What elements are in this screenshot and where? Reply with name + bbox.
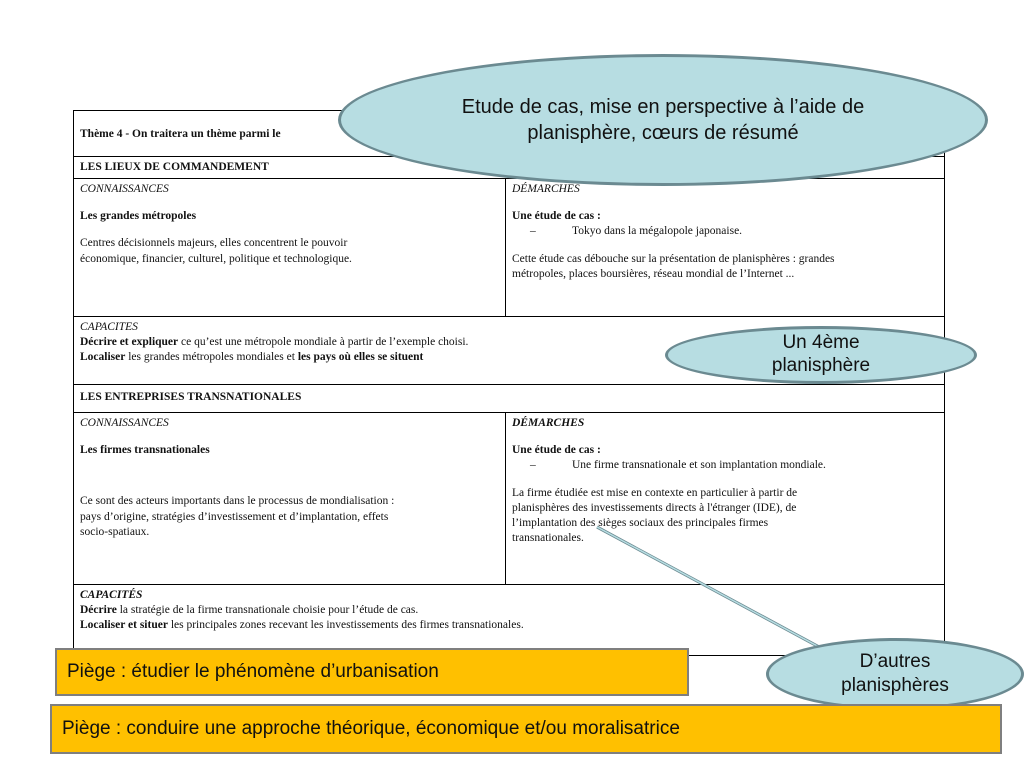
capacites-line: Localiser les grandes métropoles mondiales et les pays où elles se situent: [80, 351, 424, 364]
connaissances-text: économique, financier, culturel, politique et technologique.: [80, 252, 352, 265]
trap-text-1: Piège : étudier le phénomène d’urbanisation: [67, 661, 439, 682]
connaissances-label: CONNAISSANCES: [80, 417, 169, 429]
demarches-heading: Une étude de cas :: [512, 444, 601, 457]
demarches-bullet-text: Une firme transnationale et son implantation mondiale.: [572, 459, 826, 472]
capacites-line: Décrire la stratégie de la firme transnationale choisie pour l’étude de cas.: [80, 604, 419, 617]
connaissances-heading: Les firmes transnationales: [80, 444, 210, 457]
trap-box-1: [55, 648, 689, 696]
connaissances-heading: Les grandes métropoles: [80, 210, 197, 223]
callout-middle: [665, 326, 977, 384]
callout-bottom: [766, 638, 1024, 710]
callout-top-text: Etude de cas, mise en perspective à l’aide de planisphère, cœurs de résumé: [461, 96, 865, 144]
capacites-line: Décrire et expliquer ce qu’est une métropole mondiale à partir de l’exemple choisi.: [80, 336, 469, 349]
capacites-label: CAPACITES: [80, 321, 138, 333]
connaissances-text: socio-spatiaux.: [80, 525, 150, 538]
callout-middle-text: Un 4ème planisphère: [771, 332, 871, 376]
trap-text-2: Piège : conduire une approche théorique, économique et/ou moralisatrice: [62, 718, 680, 739]
capacites-line: Localiser et situer les principales zones recevant les investissements des firmes transnationales.: [80, 619, 524, 632]
demarches-text: Cette étude cas débouche sur la présentation de planisphères : grandes: [512, 252, 835, 265]
demarches-label: DÉMARCHES: [512, 183, 580, 195]
demarches-text: planisphères des investissements directs à l'étranger (IDE), de: [512, 501, 797, 514]
demarches-label: DÉMARCHES: [512, 417, 585, 429]
demarches-text: métropoles, places boursières, réseau mondial de l’Internet ...: [512, 267, 795, 280]
dash-symbol: –: [530, 459, 536, 472]
demarches-text: transnationales.: [512, 532, 584, 545]
connaissances-text: Ce sont des acteurs importants dans le processus de mondialisation :: [80, 495, 395, 508]
callout-bottom-text: D’autres planisphères: [841, 651, 949, 696]
connaissances-text: Centres décisionnels majeurs, elles concentrent le pouvoir: [80, 237, 348, 250]
demarches-text: l’implantation des sièges sociaux des principales firmes: [512, 516, 769, 529]
section1-title: LES LIEUX DE COMMANDEMENT: [80, 161, 269, 173]
trap-box-2: [50, 704, 1002, 754]
callout-top: [338, 54, 988, 186]
theme-header: Thème 4 - On traitera un thème parmi le: [80, 128, 281, 140]
demarches-text: La firme étudiée est mise en contexte en particulier à partir de: [512, 486, 798, 499]
demarches-heading: Une étude de cas :: [512, 210, 601, 223]
dash-symbol: –: [530, 225, 536, 238]
capacites-label: CAPACITÉS: [80, 589, 143, 601]
demarches-bullet-text: Tokyo dans la mégalopole japonaise.: [572, 225, 743, 238]
connaissances-text: pays d’origine, stratégies d’investissement et d’implantation, effets: [80, 510, 389, 523]
section2-title: LES ENTREPRISES TRANSNATIONALES: [80, 391, 302, 403]
connaissances-label: CONNAISSANCES: [80, 183, 169, 195]
